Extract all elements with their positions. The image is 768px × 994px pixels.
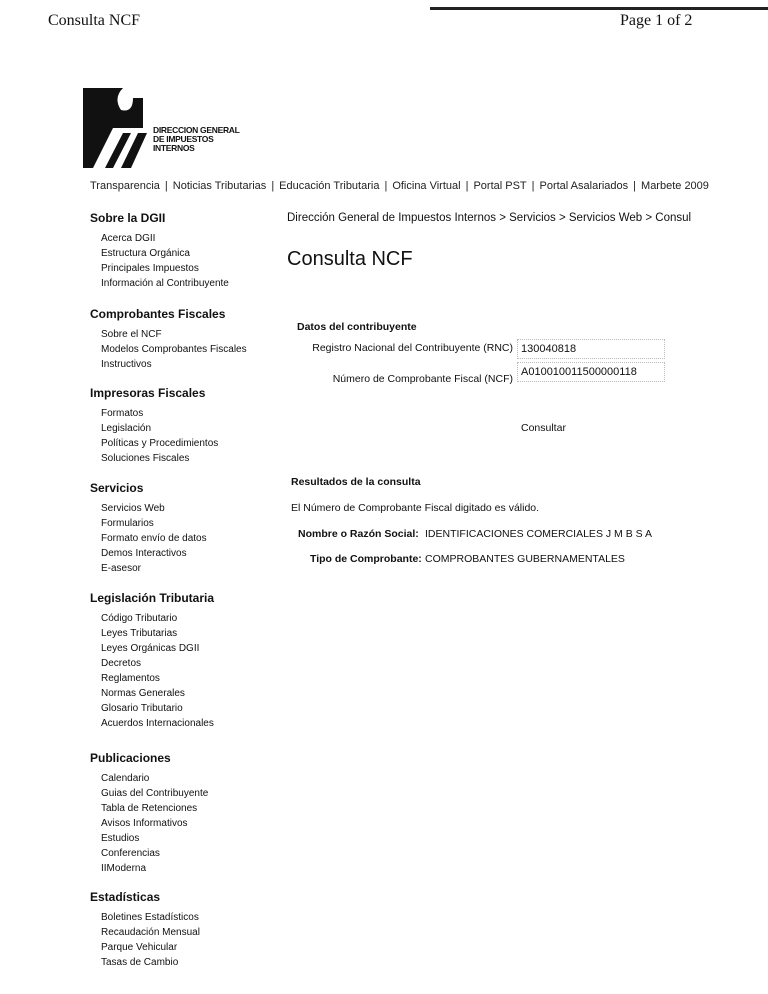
sidebar-section xyxy=(90,386,218,466)
page-number: Page 1 of 2 xyxy=(620,12,693,29)
nav-separator: | xyxy=(633,180,637,192)
sidebar-section-title: Sobre la DGII xyxy=(90,211,166,225)
nav-portal-pst[interactable]: Portal PST xyxy=(473,180,527,192)
sidebar-link[interactable]: Servicios Web xyxy=(101,503,165,514)
nav-educacion[interactable]: Educación Tributaria xyxy=(279,180,380,192)
sidebar-link[interactable]: Acuerdos Internacionales xyxy=(101,718,214,729)
sidebar-link[interactable]: Guias del Contribuyente xyxy=(101,788,209,799)
sidebar-link[interactable]: Modelos Comprobantes Fiscales xyxy=(101,344,247,355)
sidebar-link[interactable]: Soluciones Fiscales xyxy=(101,453,190,464)
sidebar-section xyxy=(90,890,200,970)
nav-separator: | xyxy=(531,180,535,192)
dgii-logo xyxy=(83,88,240,173)
nav-separator: | xyxy=(271,180,275,192)
sidebar-link[interactable]: Sobre el NCF xyxy=(101,329,162,340)
sidebar-link[interactable]: Estructura Orgánica xyxy=(101,248,190,259)
sidebar-link[interactable]: Conferencias xyxy=(101,848,160,859)
sidebar-section-title: Comprobantes Fiscales xyxy=(90,307,226,321)
sidebar-link[interactable]: Formularios xyxy=(101,518,154,529)
print-title: Consulta NCF xyxy=(48,12,141,29)
sidebar-link[interactable]: Boletines Estadísticos xyxy=(101,912,199,923)
sidebar-link[interactable]: Instructivos xyxy=(101,359,152,370)
nav-oficina-virtual[interactable]: Oficina Virtual xyxy=(392,180,461,192)
name-value: IDENTIFICACIONES COMERCIALES J M B S A xyxy=(425,528,652,540)
name-label: Nombre o Razón Social: xyxy=(298,528,419,540)
sidebar-link[interactable]: Leyes Tributarias xyxy=(101,628,178,639)
sidebar-link[interactable]: Acerca DGII xyxy=(101,233,156,244)
sidebar-link[interactable]: Estudios xyxy=(101,833,140,844)
nav-separator: | xyxy=(164,180,168,192)
sidebar-section-title: Legislación Tributaria xyxy=(90,591,215,605)
sidebar-link[interactable]: Código Tributario xyxy=(101,613,178,624)
nav-portal-asalariados[interactable]: Portal Asalariados xyxy=(539,180,629,192)
ncf-label: Número de Comprobante Fiscal (NCF) xyxy=(332,373,513,385)
nav-separator: | xyxy=(465,180,469,192)
sidebar-link[interactable]: Políticas y Procedimientos xyxy=(101,438,219,449)
result-message: El Número de Comprobante Fiscal digitado es válido. xyxy=(291,502,540,514)
sidebar-link[interactable]: Normas Generales xyxy=(101,688,185,699)
sidebar-section xyxy=(90,481,207,576)
sidebar-link[interactable]: Recaudación Mensual xyxy=(101,927,200,938)
rnc-label: Registro Nacional del Contribuyente (RNC) xyxy=(312,342,513,354)
top-nav xyxy=(90,180,709,192)
sidebar-link[interactable]: Formatos xyxy=(101,408,144,419)
sidebar-link[interactable]: Leyes Orgánicas DGII xyxy=(101,643,200,654)
sidebar-section-title: Publicaciones xyxy=(90,751,171,765)
logo-mark-icon xyxy=(83,88,151,168)
page-title: Consulta NCF xyxy=(287,248,413,270)
nav-separator: | xyxy=(384,180,388,192)
print-rule xyxy=(430,7,768,10)
sidebar-section xyxy=(90,751,208,876)
consultar-button[interactable]: Consultar xyxy=(521,422,566,434)
logo-text-2: DE IMPUESTOS xyxy=(153,134,214,144)
logo-text-1: DIRECCION GENERAL xyxy=(153,125,240,135)
rnc-input[interactable]: 130040818 xyxy=(517,339,665,359)
sidebar-link[interactable]: Calendario xyxy=(101,773,150,784)
sidebar-section-title: Estadísticas xyxy=(90,890,161,904)
logo-text-3: INTERNOS xyxy=(153,143,195,153)
sidebar-section xyxy=(90,591,214,731)
type-value: COMPROBANTES GUBERNAMENTALES xyxy=(425,553,625,565)
sidebar-section-title: Servicios xyxy=(90,481,144,495)
sidebar-link[interactable]: Tasas de Cambio xyxy=(101,957,179,968)
sidebar-link[interactable]: Parque Vehicular xyxy=(101,942,178,953)
nav-marbete[interactable]: Marbete 2009 xyxy=(641,180,709,192)
sidebar-link[interactable]: Principales Impuestos xyxy=(101,263,199,274)
results-heading: Resultados de la consulta xyxy=(291,476,421,488)
sidebar-link[interactable]: Tabla de Retenciones xyxy=(101,803,198,814)
breadcrumb: Dirección General de Impuestos Internos > Servicios > Servicios Web > Consul xyxy=(287,212,692,224)
nav-transparencia[interactable]: Transparencia xyxy=(90,180,160,192)
type-label: Tipo de Comprobante: xyxy=(310,553,422,565)
sidebar-link[interactable]: Avisos Informativos xyxy=(101,818,188,829)
sidebar-link[interactable]: E-asesor xyxy=(101,563,142,574)
sidebar-link[interactable]: Reglamentos xyxy=(101,673,160,684)
nav-noticias[interactable]: Noticias Tributarias xyxy=(172,180,267,192)
sidebar-section xyxy=(90,307,247,372)
sidebar-link[interactable]: Formato envío de datos xyxy=(101,533,207,544)
sidebar-link[interactable]: IIModerna xyxy=(101,863,147,874)
form-heading: Datos del contribuyente xyxy=(297,321,417,333)
sidebar-section xyxy=(90,211,229,291)
sidebar-link[interactable]: Glosario Tributario xyxy=(101,703,183,714)
sidebar-link[interactable]: Información al Contribuyente xyxy=(101,278,229,289)
sidebar-link[interactable]: Legislación xyxy=(101,423,152,434)
ncf-input[interactable]: A010010011500000118 xyxy=(517,362,665,382)
sidebar-link[interactable]: Decretos xyxy=(101,658,142,669)
sidebar-section-title: Impresoras Fiscales xyxy=(90,386,206,400)
sidebar-link[interactable]: Demos Interactivos xyxy=(101,548,187,559)
